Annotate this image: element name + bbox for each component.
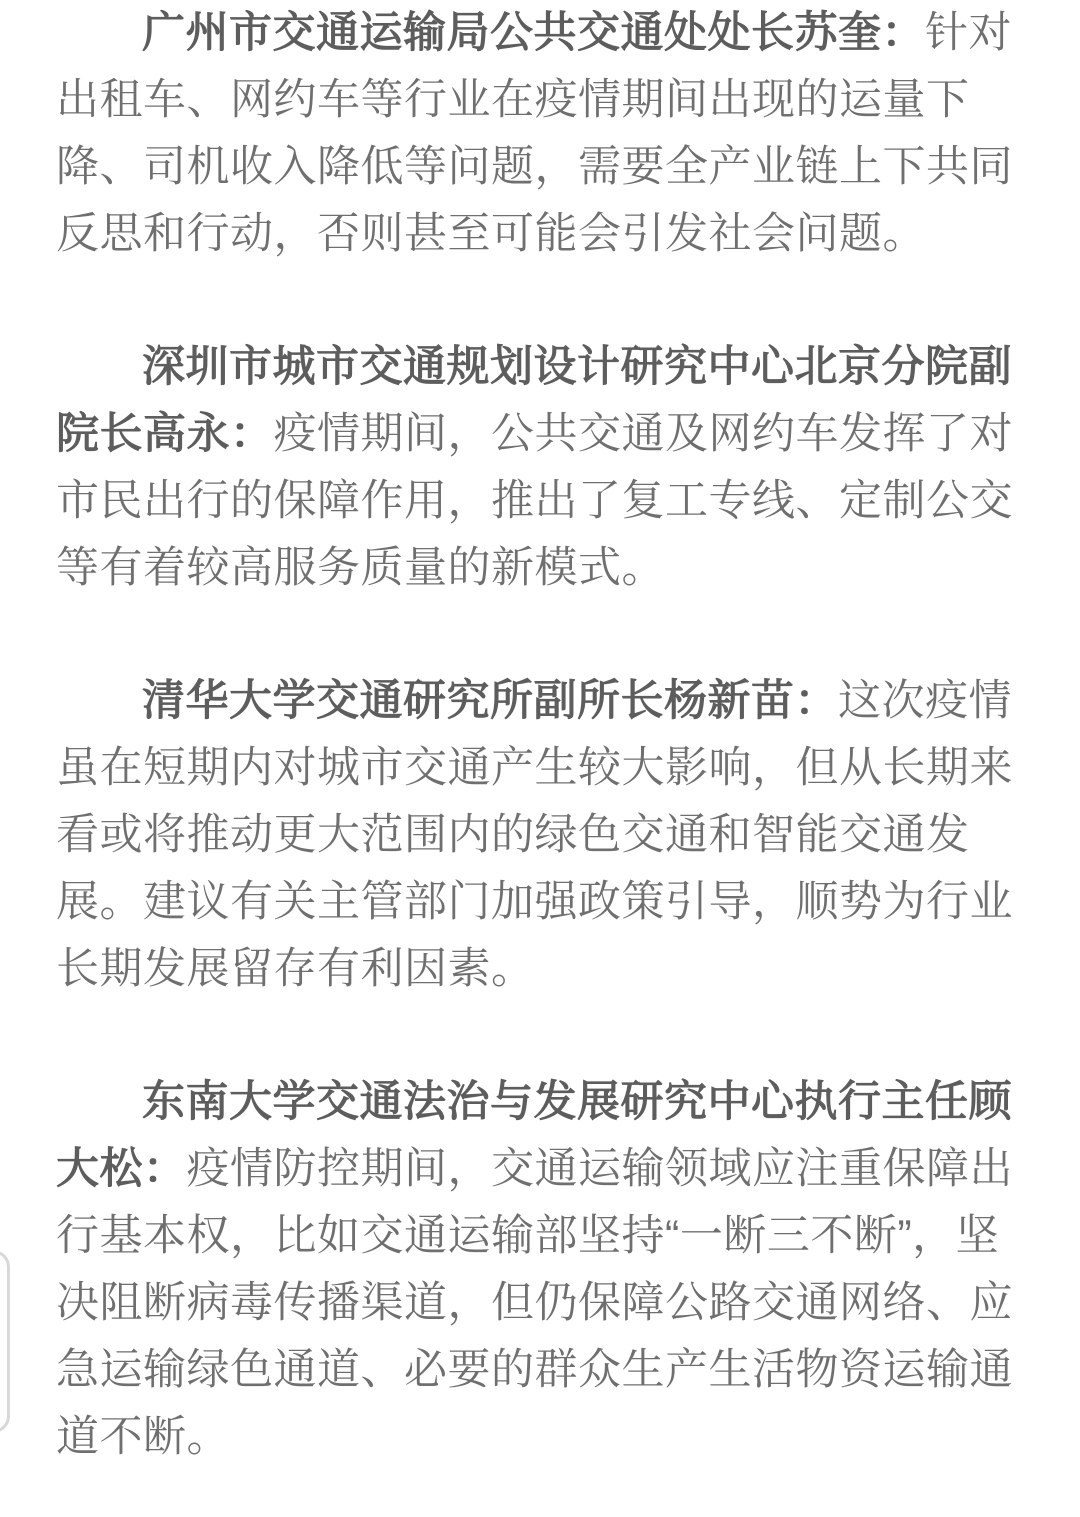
text-line xyxy=(56,334,1036,401)
paragraph-southeast-gu-dasong xyxy=(56,1069,1036,1471)
line-text: 急运输绿色通道、必要的群众生产生活物资运输通 xyxy=(56,1346,1013,1394)
line-text: 行基本权，比如交通运输部坚持“一断三不断”，坚 xyxy=(56,1212,1000,1260)
text-line xyxy=(56,869,1036,936)
text-line xyxy=(56,468,1036,535)
docked-float-window-handle[interactable] xyxy=(0,1250,10,1433)
text-line xyxy=(56,1203,1036,1270)
text-line xyxy=(56,401,1036,468)
text-line xyxy=(56,67,1036,134)
line-text: 疫情防控期间，交通运输领域应注重保障出 xyxy=(186,1145,1013,1193)
line-text: 长期发展留存有利因素。 xyxy=(56,945,535,993)
line-text: 展。建议有关主管部门加强政策引导，顺势为行业 xyxy=(56,878,1013,926)
paragraph-shenzhen-gao-yong xyxy=(56,334,1036,602)
line-text: 出租车、网约车等行业在疫情期间出现的运量下 xyxy=(56,76,970,124)
line-text: 道不断。 xyxy=(56,1413,230,1461)
text-line xyxy=(56,1337,1036,1404)
speaker-name: 广州市交通运输局公共交通处处长苏奎： xyxy=(142,9,925,57)
line-text: 看或将推动更大范围内的绿色交通和智能交通发 xyxy=(56,811,970,859)
speaker-name: 东南大学交通法治与发展研究中心执行主任顾 xyxy=(142,1078,1012,1126)
text-line xyxy=(56,1069,1036,1136)
article-body xyxy=(56,0,1036,1517)
line-text: 虽在短期内对城市交通产生较大影响，但从长期来 xyxy=(56,744,1013,792)
text-line xyxy=(56,936,1036,1003)
text-line xyxy=(56,134,1036,201)
line-text: 等有着较高服务质量的新模式。 xyxy=(56,544,665,592)
speaker-name: 清华大学交通研究所副所长杨新苗： xyxy=(142,677,838,725)
paragraph-guangzhou-su-kui xyxy=(56,0,1036,268)
line-text: 反思和行动，否则甚至可能会引发社会问题。 xyxy=(56,210,926,258)
paragraph-tsinghua-yang-xinmiao xyxy=(56,668,1036,1003)
line-text: 这次疫情 xyxy=(838,677,1012,725)
line-text: 市民出行的保障作用，推出了复工专线、定制公交 xyxy=(56,477,1013,525)
text-line xyxy=(56,201,1036,268)
text-line xyxy=(56,535,1036,602)
speaker-name: 大松： xyxy=(56,1145,187,1193)
text-line xyxy=(56,735,1036,802)
text-line xyxy=(56,668,1036,735)
text-line xyxy=(56,802,1036,869)
text-line xyxy=(56,1136,1036,1203)
text-line xyxy=(56,0,1036,67)
line-text: 针对 xyxy=(925,9,1012,57)
line-text: 疫情期间，公共交通及网约车发挥了对 xyxy=(273,410,1013,458)
line-text: 降、司机收入降低等问题，需要全产业链上下共同 xyxy=(56,143,1013,191)
text-line xyxy=(56,1404,1036,1471)
speaker-name: 院长高永： xyxy=(56,410,274,458)
speaker-name: 深圳市城市交通规划设计研究中心北京分院副 xyxy=(142,343,1012,391)
line-text: 决阻断病毒传播渠道，但仍保障公路交通网络、应 xyxy=(56,1279,1013,1327)
text-line xyxy=(56,1270,1036,1337)
